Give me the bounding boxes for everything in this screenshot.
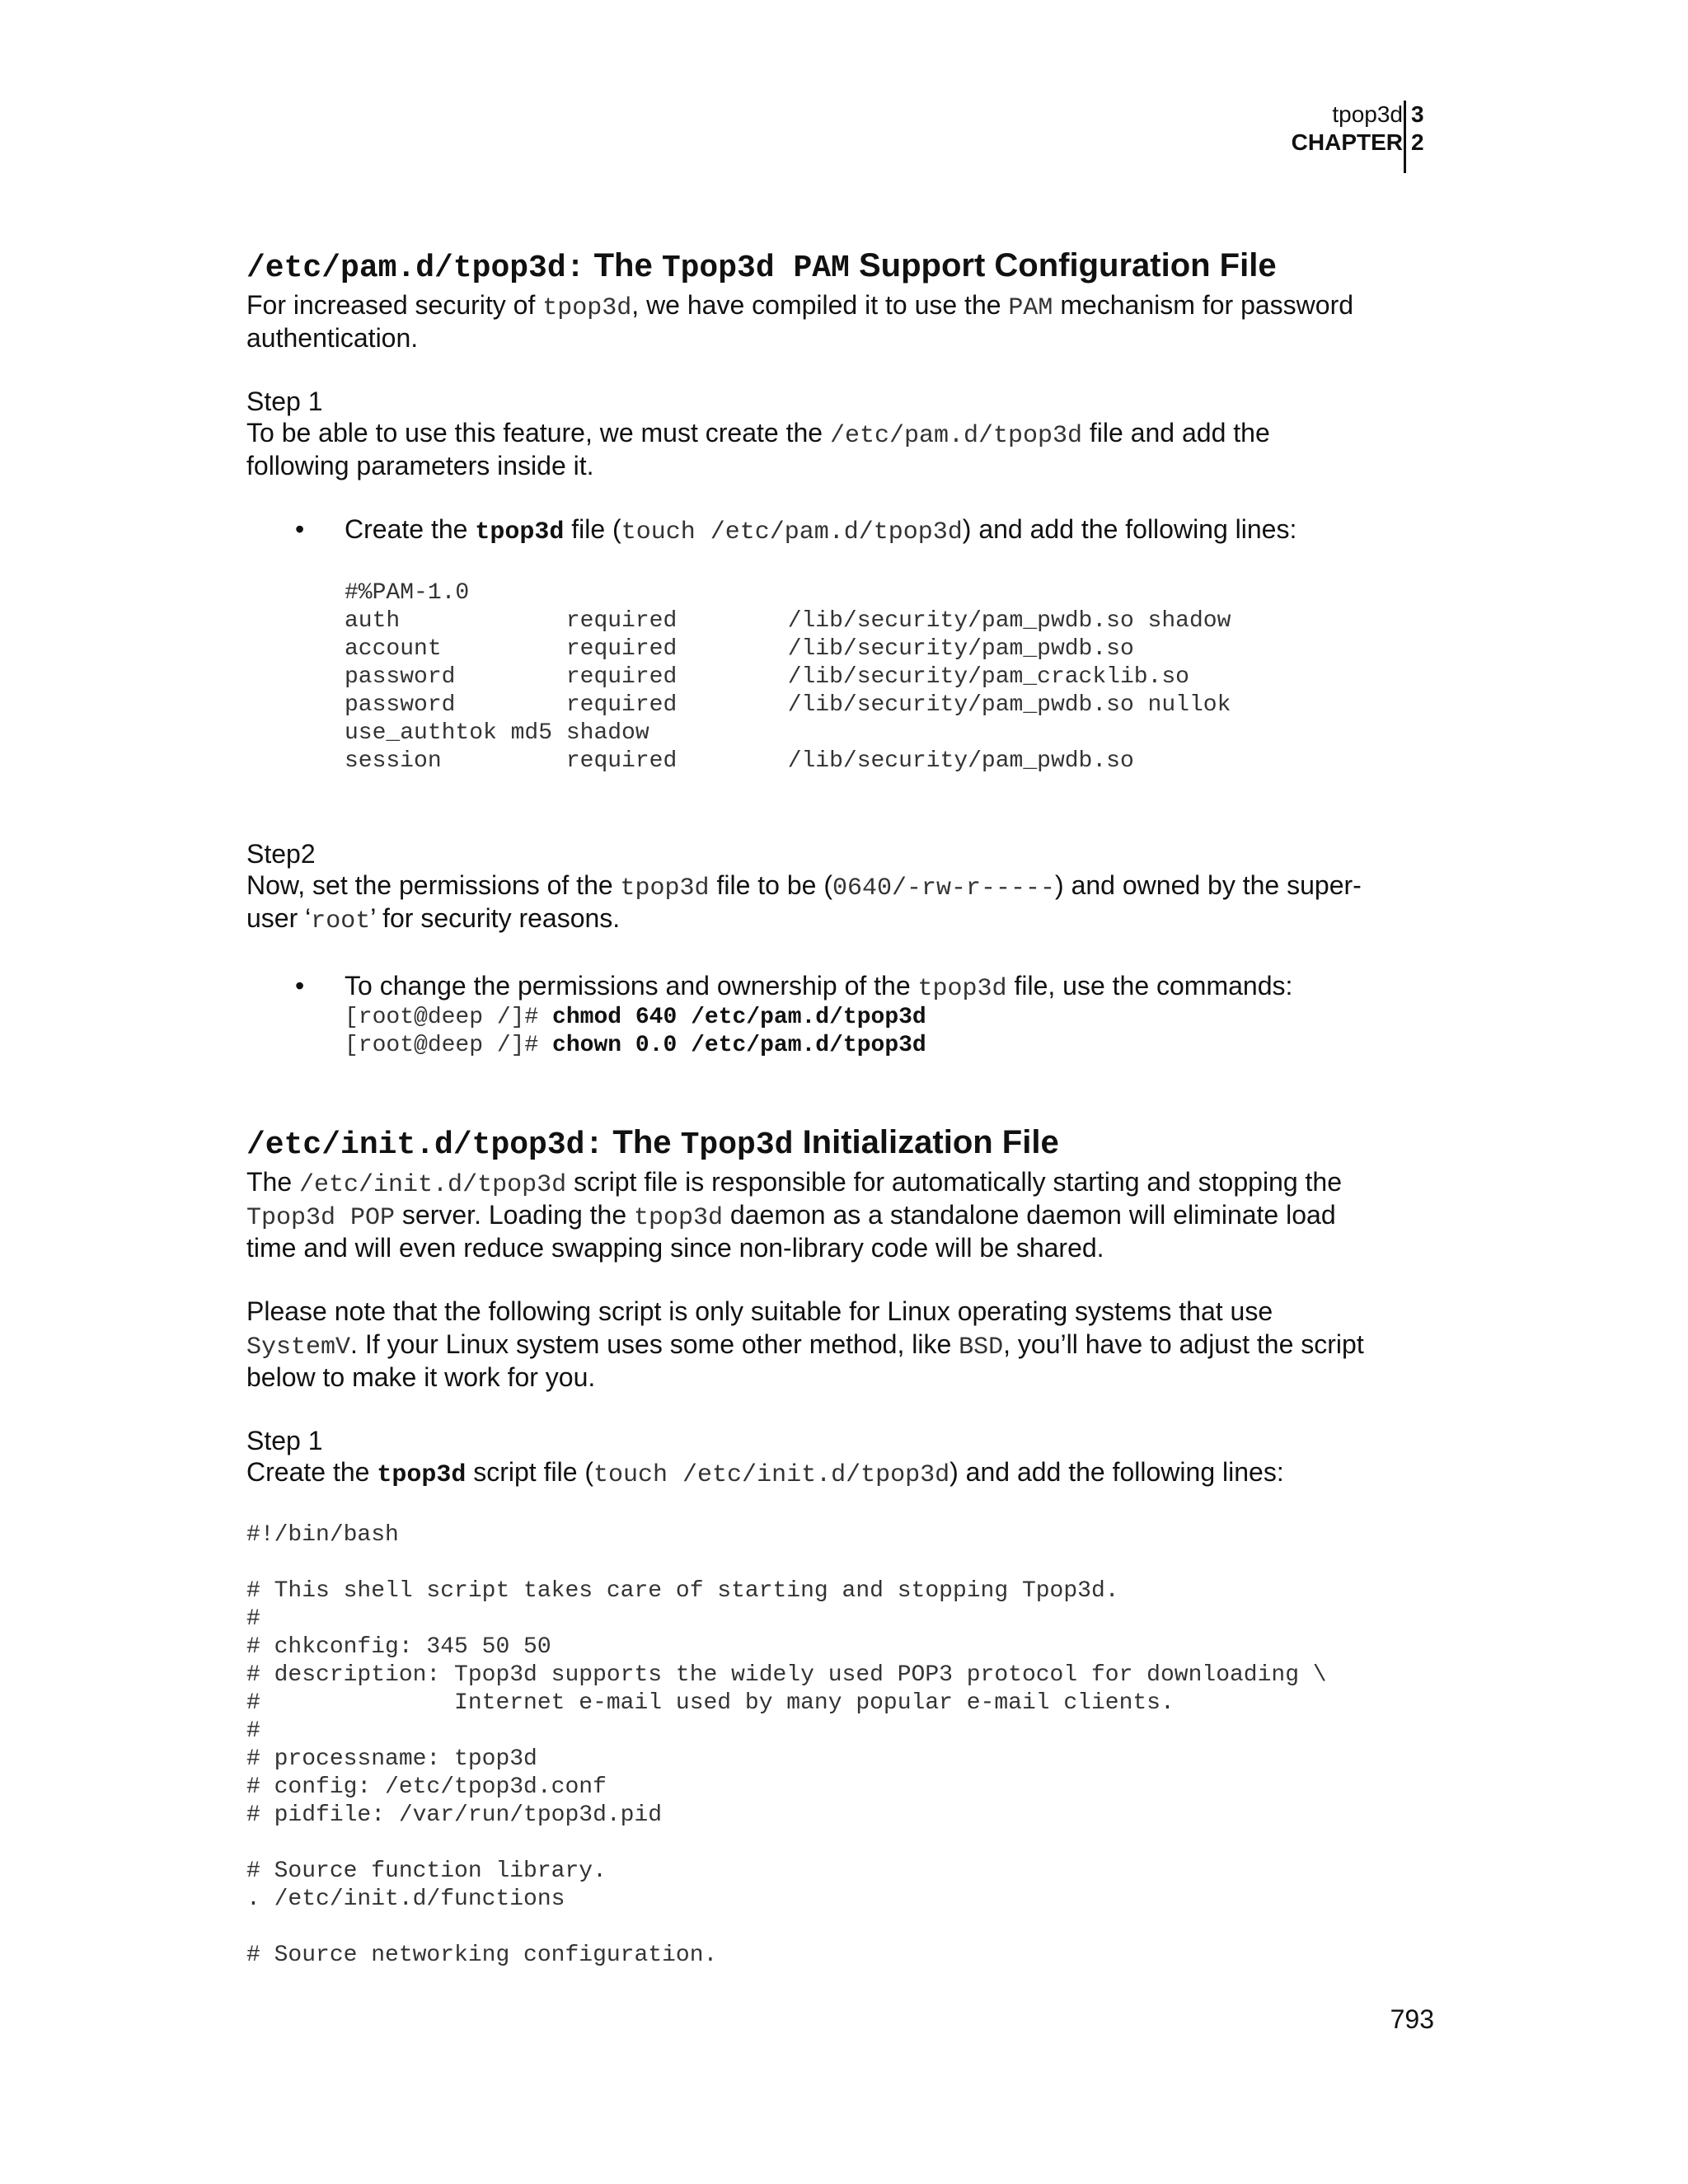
text: server. Loading the	[395, 1200, 634, 1230]
heading-code: /etc/init.d/tpop3d:	[246, 1127, 604, 1163]
text: Create the	[246, 1457, 377, 1487]
text: To be able to use this feature, we must create the	[246, 418, 830, 448]
header-chapter-number: 2	[1411, 129, 1424, 155]
text: mechanism for password	[1053, 290, 1354, 320]
inline-code: touch /etc/pam.d/tpop3d	[621, 518, 963, 546]
shell-prompt: [root@deep /]#	[345, 1033, 553, 1058]
bold-code: tpop3d	[377, 1461, 467, 1489]
heading-code: Tpop3d	[680, 1127, 794, 1163]
inline-code: SystemV	[246, 1333, 351, 1361]
header-chapter-label: CHAPTER	[1291, 129, 1403, 155]
bullet-dot: •	[295, 514, 305, 544]
text: script file (	[466, 1457, 594, 1487]
header-section-label: tpop3d	[1332, 101, 1403, 127]
step-label: Step 1	[246, 387, 323, 416]
bullet-dot: •	[295, 971, 305, 1001]
step-label: Step 1	[246, 1426, 323, 1455]
text: To change the permissions and ownership of the	[345, 971, 918, 1001]
text: Now, set the permissions of the	[246, 870, 621, 900]
pam-config-code-block: #%PAM-1.0 auth required /lib/security/pam_pwdb.so shadow account required /lib/security/pam_pwdb.so password required /lib/security/pam_cracklib.so password required /lib/security/pam_pwdb.so nullok use_authtok md5 shadow session required /lib/security/pam_pwdb.so	[345, 580, 1231, 774]
inline-code: tpop3d	[620, 874, 710, 902]
header-divider	[1404, 101, 1406, 173]
inline-code: tpop3d	[634, 1204, 724, 1232]
text: The	[246, 1167, 300, 1197]
inline-code: tpop3d	[917, 975, 1007, 1003]
text: Create the	[345, 514, 476, 544]
paragraph-init-2-line2	[246, 1328, 1433, 1364]
command-chown	[345, 1032, 926, 1060]
paragraph-step1-line2: following parameters inside it.	[246, 451, 594, 480]
text: file (	[564, 514, 621, 544]
command-text: chown 0.0 /etc/pam.d/tpop3d	[552, 1033, 926, 1058]
bold-code: tpop3d	[475, 518, 565, 546]
heading-text: The	[584, 247, 662, 284]
bullet-permissions	[345, 969, 1292, 1005]
paragraph-init-2-line3: below to make it work for you.	[246, 1362, 596, 1392]
paragraph-intro-line2: authentication.	[246, 323, 419, 353]
text: ) and add the following lines:	[962, 514, 1297, 544]
heading-code: Tpop3d PAM	[661, 251, 850, 286]
text: ) and owned by the super-	[1055, 870, 1362, 900]
section-heading-init	[246, 1124, 1059, 1163]
page-number: 793	[1390, 2004, 1434, 2034]
heading-text: Support Configuration File	[849, 247, 1277, 284]
inline-code: root	[311, 907, 371, 935]
header-section-number: 3	[1411, 101, 1424, 127]
text: file and add the	[1082, 418, 1270, 448]
paragraph-init-step1	[246, 1455, 1433, 1492]
text: user ‘	[246, 903, 312, 933]
step-label: Step2	[246, 839, 316, 869]
paragraph-step1	[246, 416, 1433, 452]
heading-code: /etc/pam.d/tpop3d:	[246, 251, 585, 286]
text: ) and add the following lines:	[950, 1457, 1284, 1487]
inline-code: tpop3d	[542, 294, 632, 322]
text: file to be (	[709, 870, 832, 900]
inline-code: 0640/-rw-r-----	[832, 874, 1056, 902]
inline-code: Tpop3d POP	[246, 1204, 396, 1232]
paragraph-init-1	[246, 1165, 1433, 1202]
inline-code: BSD	[959, 1333, 1004, 1361]
init-script-code-block: #!/bin/bash # This shell script takes care of starting and stopping Tpop3d. # # chkconfig: 345 50 50 # description: Tpop3d supports the widely used POP3 protocol for downloading \ # Internet e-mail used by many popular e-mail clients. # # processname: tpop3d # config: /etc/tpop3d.conf # pidfile: /var/run/tpop3d.pid # Source function library. . /etc/init.d/functions # Source networking configuration.	[246, 1522, 1327, 1968]
shell-prompt: [root@deep /]#	[345, 1005, 553, 1030]
inline-code: /etc/pam.d/tpop3d	[829, 422, 1083, 450]
text: , we have compiled it to use the	[631, 290, 1009, 320]
paragraph-step2	[246, 869, 1433, 905]
heading-text: Initialization File	[793, 1124, 1059, 1160]
command-chmod	[345, 1004, 926, 1032]
text: For increased security of	[246, 290, 543, 320]
inline-code: /etc/init.d/tpop3d	[299, 1171, 567, 1199]
inline-code: PAM	[1008, 294, 1053, 322]
paragraph-init-2: Please note that the following script is only suitable for Linux operating systems that use	[246, 1296, 1273, 1326]
text: daemon as a standalone daemon will eliminate load	[723, 1200, 1336, 1230]
text: ’ for security reasons.	[370, 903, 621, 933]
command-text: chmod 640 /etc/pam.d/tpop3d	[552, 1005, 926, 1030]
paragraph-init-1-line3: time and will even reduce swapping since non-library code will be shared.	[246, 1233, 1104, 1263]
running-header	[0, 101, 1688, 175]
paragraph-intro	[246, 288, 1433, 325]
text: file, use the commands:	[1006, 971, 1293, 1001]
paragraph-step2-line2	[246, 902, 1433, 938]
text: script file is responsible for automatically starting and stopping the	[566, 1167, 1343, 1197]
paragraph-init-1-line2	[246, 1198, 1433, 1235]
text: , you’ll have to adjust the script	[1003, 1329, 1364, 1359]
heading-text: The	[603, 1124, 681, 1160]
section-heading-pam	[246, 247, 1277, 286]
text: . If your Linux system uses some other method, like	[350, 1329, 959, 1359]
bullet-create-file	[345, 513, 1296, 549]
inline-code: touch /etc/init.d/tpop3d	[593, 1461, 950, 1489]
